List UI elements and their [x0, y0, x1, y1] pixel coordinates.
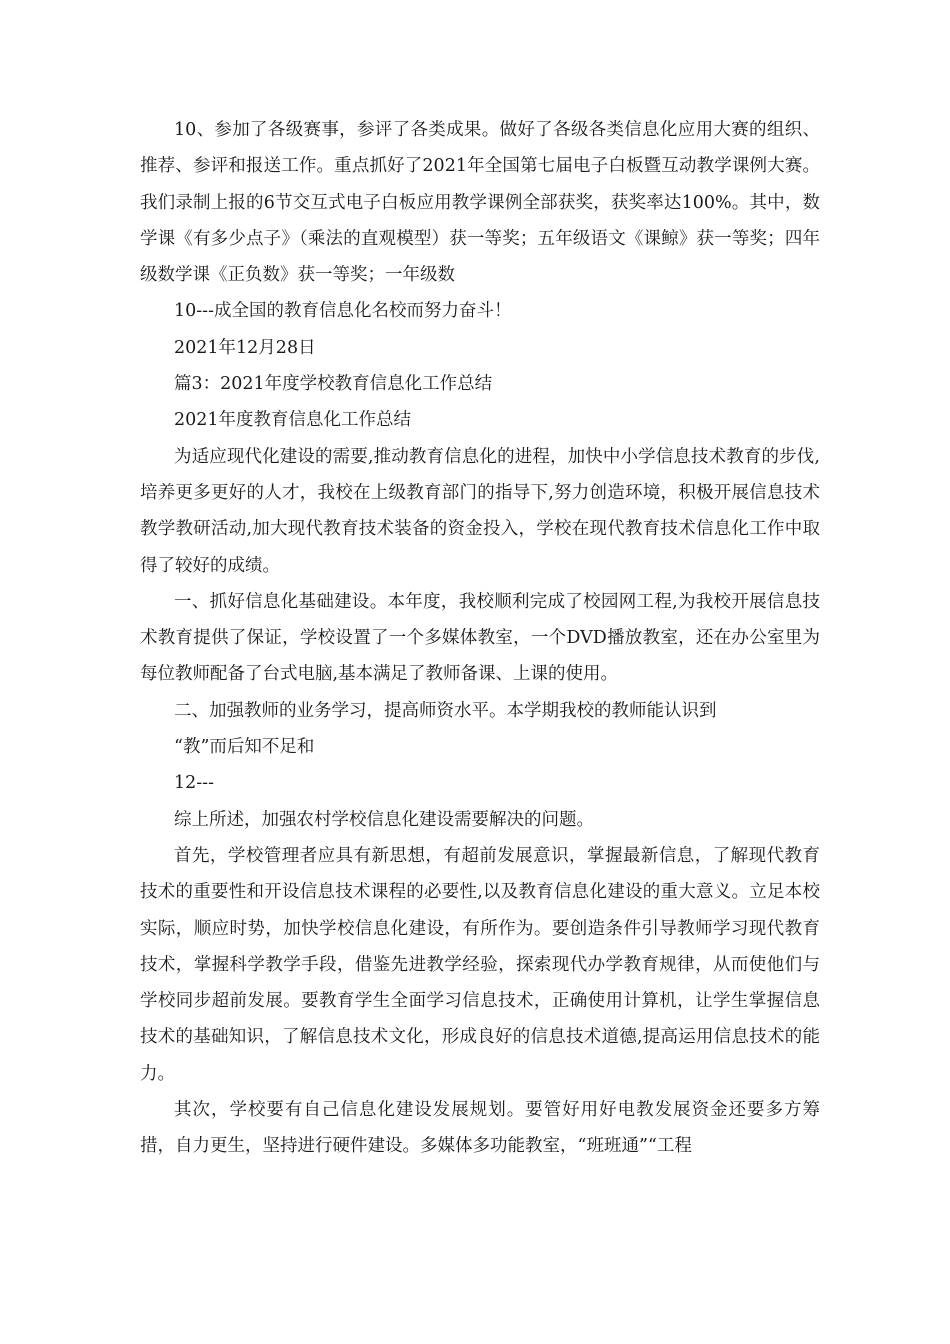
paragraph-summary: 综上所述，加强农村学校信息化建设需要解决的问题。	[174, 809, 594, 830]
paragraph-quote-fragment: “教”而后知不足和	[174, 737, 315, 758]
document-page	[140, 112, 820, 1165]
section-subtitle: 2021年度教育信息化工作总结	[174, 410, 412, 431]
paragraph-fragment-12: 12---	[174, 773, 215, 794]
paragraph-first: 首先，学校管理者应具有新思想，有超前发展意识，掌握最新信息，了解现代教育技术的重要性和开设信息技术课程的必要性,以及教育信息化建设的重大意义。立足本校实际，顺应时势，加快学校信息化建设，有所作为。要创造条件引导教师学习现代教育技术，掌握科学教学手段，借鉴先进教学经验，探索现代办学教育规律，从而使他们与学校同步超前发展。要教育学生全面学习信息技术，正确使用计算机，让学生掌握信息技术的基础知识，了解信息技术文化，形成良好的信息技术道德,提高运用信息技术的能力。	[140, 845, 820, 1084]
paragraph-fragment-10: 10---成全国的教育信息化名校而努力奋斗！	[174, 301, 512, 322]
section-heading-part3: 篇3：2021年度学校教育信息化工作总结	[174, 374, 493, 395]
paragraph-second: 其次，学校要有自己信息化建设发展规划。要管好用好电教发展资金还要多方筹措，自力更生，坚持进行硬件建设。多媒体多功能教室，“班班通”“工程	[140, 1100, 820, 1157]
paragraph-intro: 为适应现代化建设的需要,推动教育信息化的进程，加快中小学信息技术教育的步伐,培养更多更好的人才，我校在上级教育部门的指导下,努力创造环境，积极开展信息技术教学教研活动,加大现代教育技术装备的资金投入，学校在现代教育技术信息化工作中取得了较好的成绩。	[140, 446, 820, 576]
paragraph-date: 2021年12月28日	[174, 337, 316, 358]
paragraph-contest-results: 10、参加了各级赛事，参评了各类成果。做好了各级各类信息化应用大赛的组织、推荐、参评和报送工作。重点抓好了2021年全国第七届电子白板暨互动教学课例大赛。我们录制上报的6节交互式电子白板应用教学课例全部获奖，获奖率达100%。其中，数学课《有多少点子》（乘法的直观模型）获一等奖；五年级语文《课鲸》获一等奖；四年级数学课《正负数》获一等奖；一年级数	[140, 120, 820, 286]
paragraph-infrastructure: 一、抓好信息化基础建设。本年度，我校顺利完成了校园网工程,为我校开展信息技术教育提供了保证，学校设置了一个多媒体教室，一个DVD播放教室，还在办公室里为每位教师配备了台式电脑,基本满足了教师备课、上课的使用。	[140, 591, 820, 685]
paragraph-teacher-study: 二、加强教师的业务学习，提高师资水平。本学期我校的教师能认识到	[174, 700, 717, 721]
